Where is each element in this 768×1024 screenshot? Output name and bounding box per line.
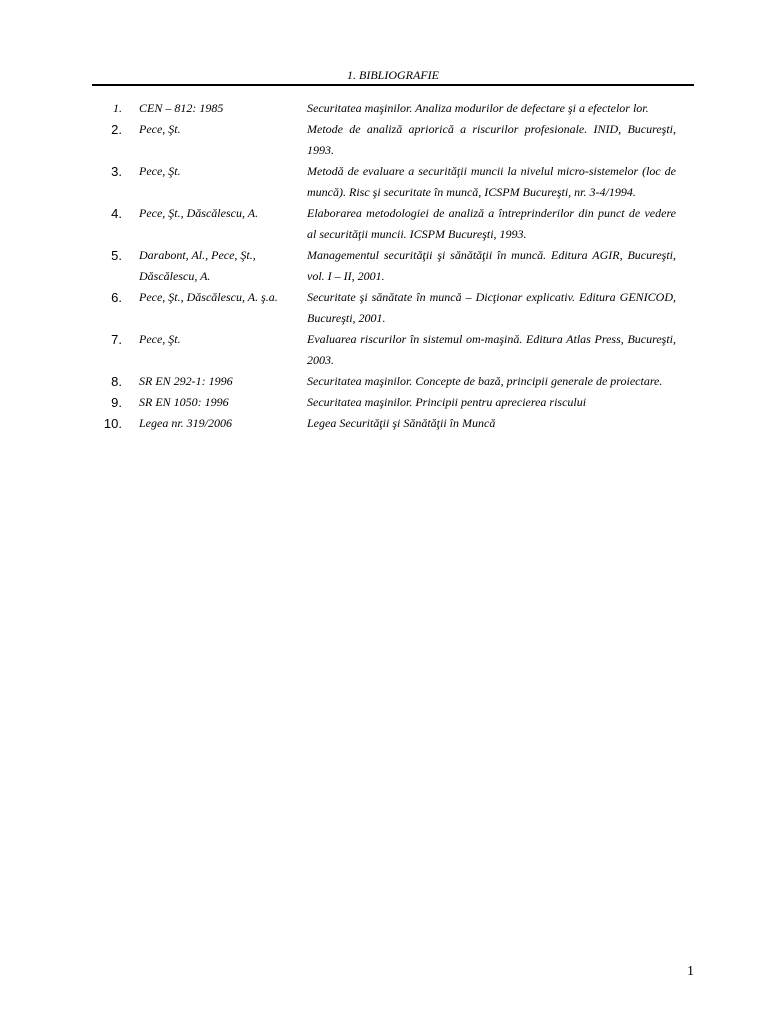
bibliography-entry [92, 329, 694, 371]
entry-authors: Pece, Şt. [139, 164, 181, 178]
entry-number: 1. [113, 101, 122, 115]
bibliography-entry [92, 161, 694, 203]
entry-authors: SR EN 292-1: 1996 [139, 374, 233, 388]
entry-title: Elaborarea metodologiei de analiză a întreprinderilor din punct de vedere al securităţii muncii. ICSPM Bucureşti, 1993. [307, 206, 676, 241]
entry-number: 7. [111, 332, 122, 347]
entry-authors: SR EN 1050: 1996 [139, 395, 229, 409]
entry-authors: Legea nr. 319/2006 [139, 416, 232, 430]
bibliography-entry [92, 245, 694, 287]
entry-number: 9. [111, 395, 122, 410]
bibliography-entry [92, 119, 694, 161]
entry-authors: Pece, Şt., Dăscălescu, A. ş.a. [139, 290, 278, 304]
entry-title: Securitatea maşinilor. Principii pentru aprecierea riscului [307, 395, 587, 409]
entry-title: Evaluarea riscurilor în sistemul om-maşină. Editura Atlas Press, Bucureşti, 2003. [307, 332, 676, 367]
entry-title: Managementul securităţii şi sănătăţii în muncă. Editura AGIR, Bucureşti, vol. I – II, 2001. [307, 248, 676, 283]
entry-authors: Darabont, Al., Pece, Şt., Dăscălescu, A. [139, 248, 256, 283]
bibliography-entry [92, 203, 694, 245]
entry-title: Metode de analiză apriorică a riscurilor profesionale. INID, Bucureşti, 1993. [307, 122, 676, 157]
entry-number: 4. [111, 206, 122, 221]
entry-title: Securitatea maşinilor. Analiza modurilor de defectare şi a efectelor lor. [307, 101, 649, 115]
entry-title: Securitate şi sănătate în muncă – Dicţionar explicativ. Editura GENICOD, Bucureşti, 2001. [307, 290, 676, 325]
bibliography-entry [92, 98, 694, 119]
header-divider [92, 84, 694, 86]
page-title: 1. BIBLIOGRAFIE [347, 68, 439, 82]
bibliography-entry [92, 371, 694, 392]
entry-number: 2. [111, 122, 122, 137]
bibliography-list [92, 98, 694, 434]
entry-number: 3. [111, 164, 122, 179]
entry-title: Securitatea maşinilor. Concepte de bază, principii generale de proiectare. [307, 374, 663, 388]
entry-title: Legea Securităţii şi Sănătăţii în Muncă [307, 416, 496, 430]
bibliography-entry [92, 392, 694, 413]
entry-authors: Pece, Şt., Dăscălescu, A. [139, 206, 259, 220]
bibliography-entry [92, 287, 694, 329]
entry-authors: Pece, Şt. [139, 122, 181, 136]
entry-number: 6. [111, 290, 122, 305]
entry-number: 8. [111, 374, 122, 389]
bibliography-entry [92, 413, 694, 434]
entry-authors: CEN – 812: 1985 [139, 101, 224, 115]
entry-number: 10. [103, 416, 122, 431]
entry-title: Metodă de evaluare a securităţii muncii la nivelul micro-sistemelor (loc de muncă). Risc şi securitate în muncă, ICSPM Bucureşti, nr. 3-4/1994. [307, 164, 676, 199]
page-number: 1 [687, 964, 694, 979]
entry-authors: Pece, Şt. [139, 332, 181, 346]
entry-number: 5. [111, 248, 122, 263]
